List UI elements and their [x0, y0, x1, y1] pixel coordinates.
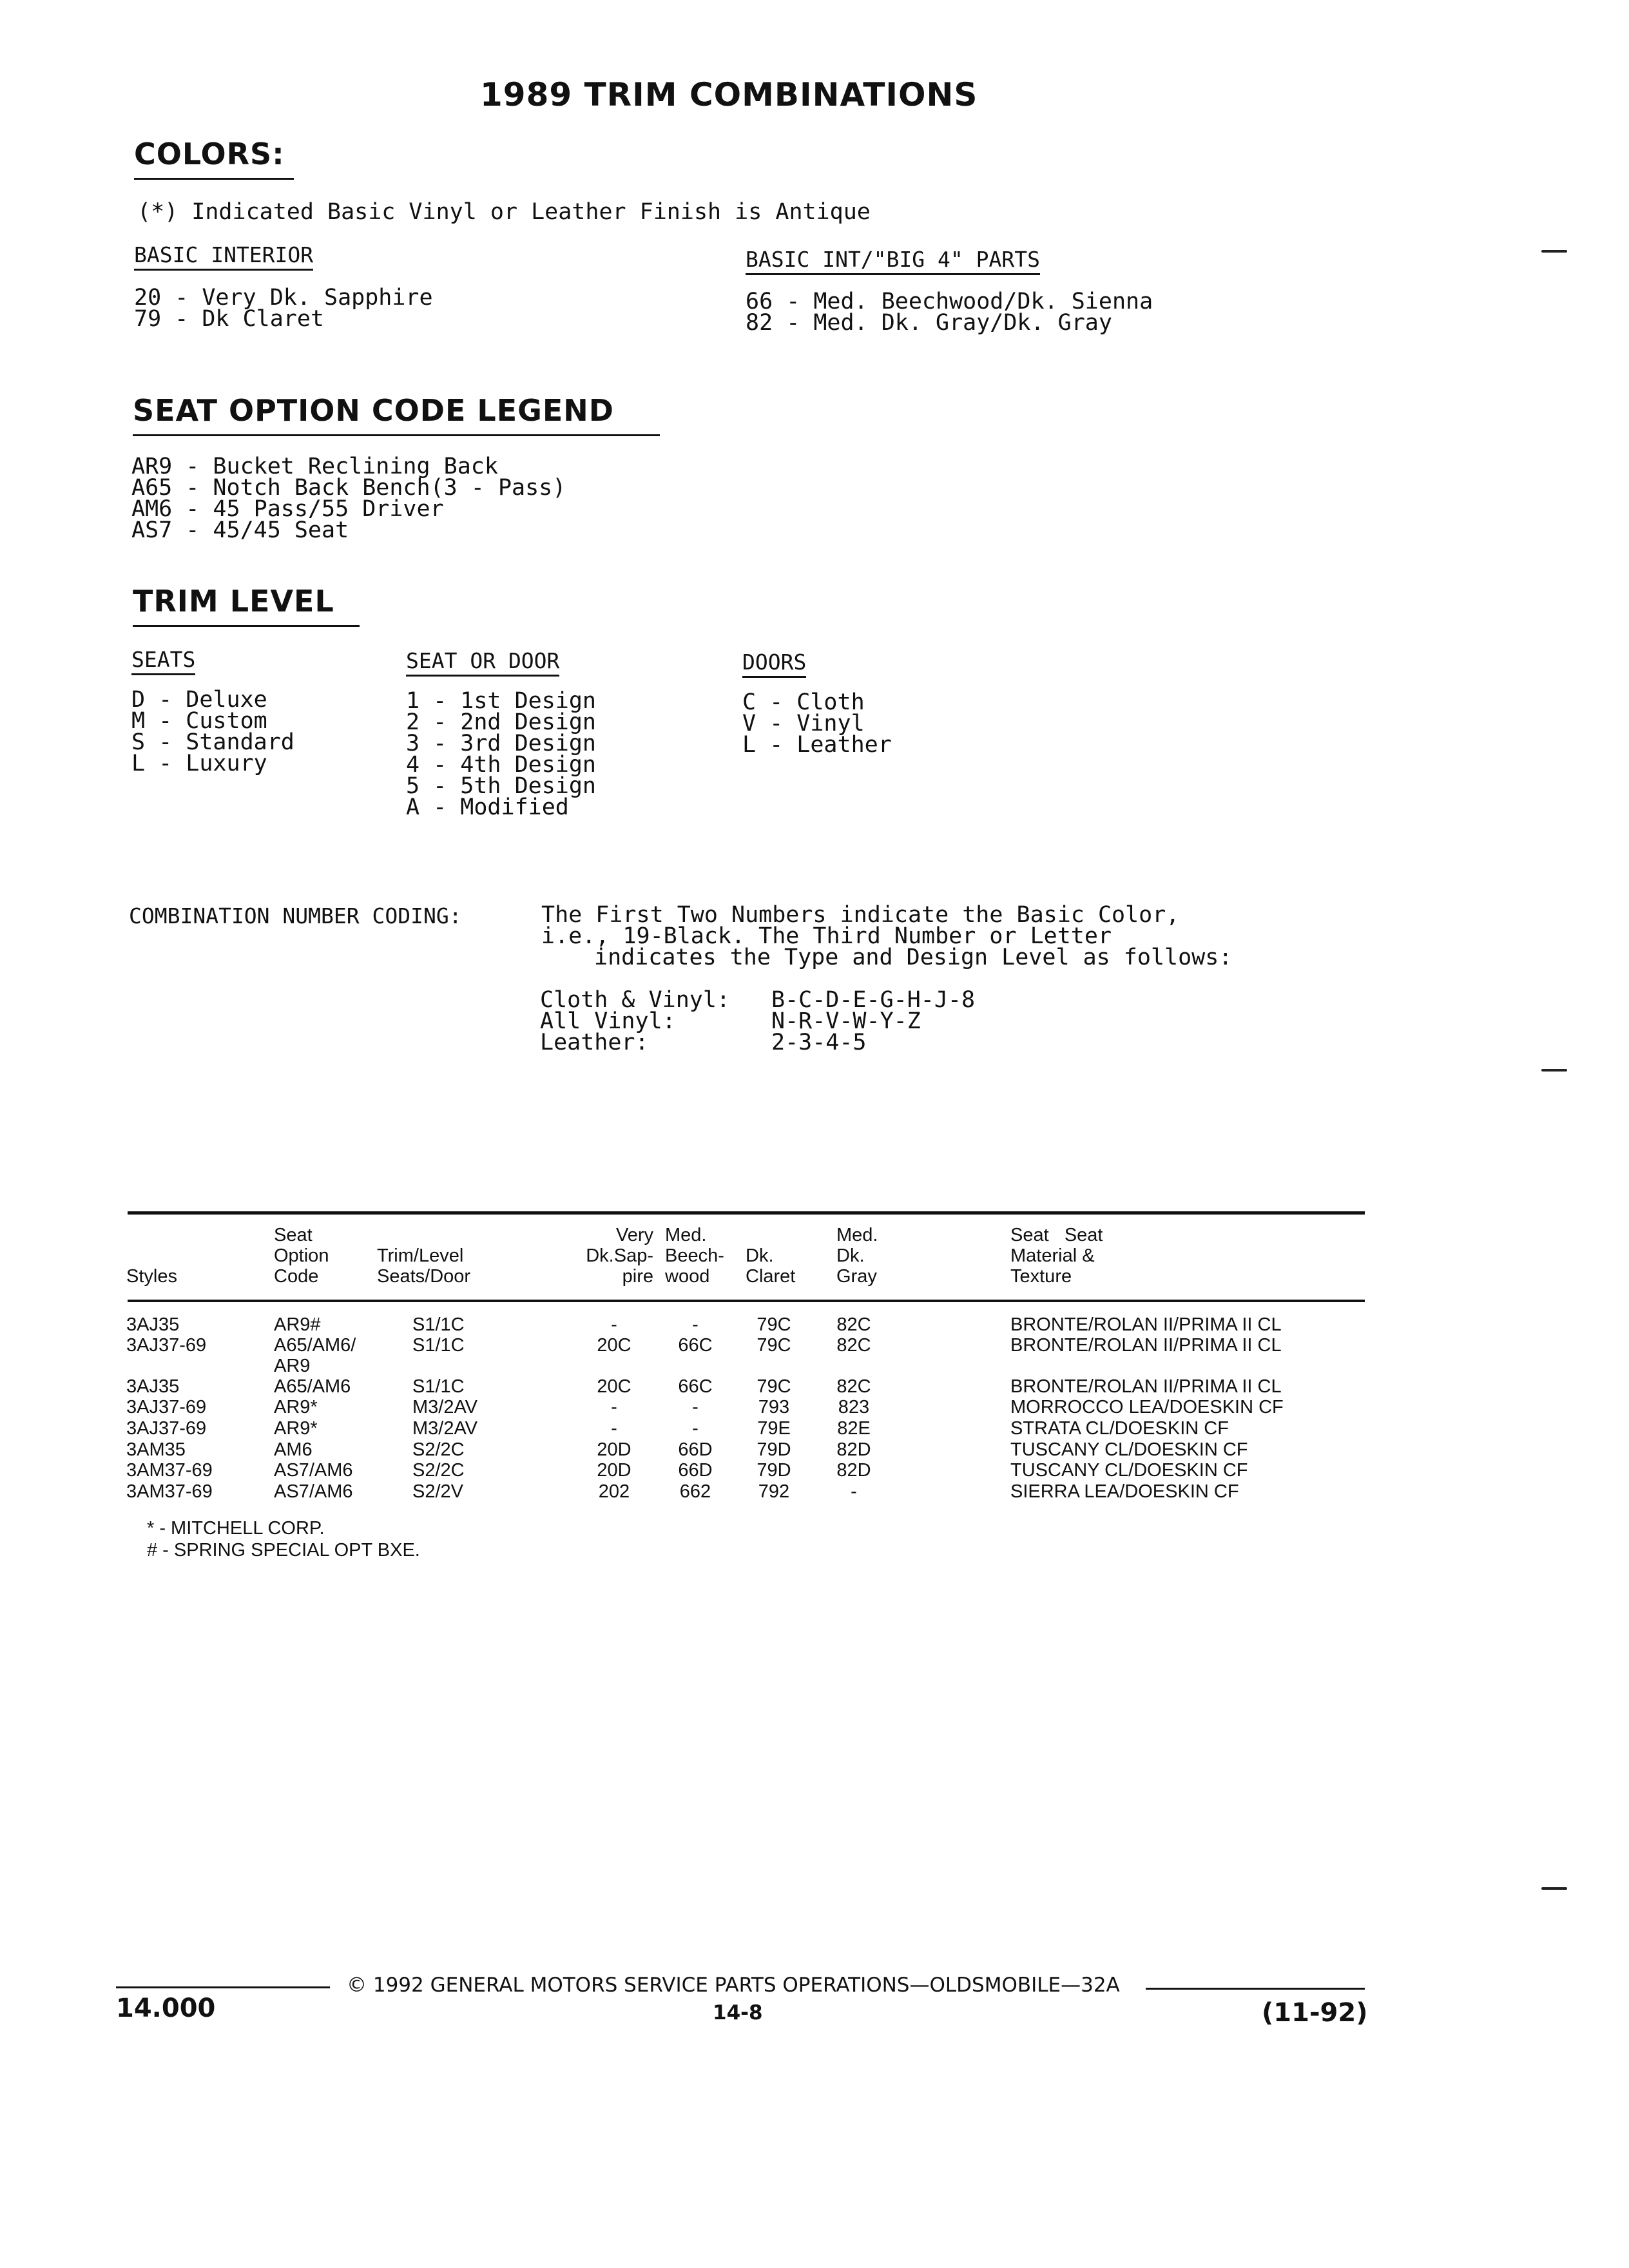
- list-item: D - Deluxe: [131, 687, 267, 713]
- table-cell-trim: S2/2V: [412, 1481, 463, 1502]
- margin-mark: [1541, 1069, 1567, 1072]
- table-cell-claret: 79D: [757, 1460, 791, 1481]
- list-item: S - Standard: [131, 729, 294, 755]
- list-item: 1 - 1st Design: [406, 688, 597, 714]
- table-cell-code: A65/AM6/ AR9: [274, 1335, 356, 1376]
- table-cell-style: 3AJ35: [126, 1314, 180, 1335]
- table-cell-material: STRATA CL/DOESKIN CF: [1010, 1418, 1229, 1439]
- col-header-med-beechwood: Med. Beech- wood: [665, 1225, 724, 1287]
- table-cell-sap: 20C: [597, 1335, 631, 1356]
- margin-mark: [1541, 250, 1567, 253]
- col-header-trim-level: Trim/Level Seats/Door: [377, 1245, 471, 1287]
- table-cell-style: 3AM37-69: [126, 1481, 213, 1502]
- footnote: * - MITCHELL CORP.: [147, 1518, 325, 1539]
- list-item: L - Leather: [742, 732, 892, 758]
- footnote: # - SPRING SPECIAL OPT BXE.: [147, 1540, 420, 1561]
- coding-row-value: 2-3-4-5: [771, 1030, 867, 1055]
- footer-rule-left: [116, 1986, 330, 1988]
- colors-heading: COLORS:: [134, 137, 285, 171]
- table-cell-sap: -: [611, 1397, 617, 1418]
- list-item: 4 - 4th Design: [406, 752, 597, 778]
- table-cell-code: A65/AM6: [274, 1376, 351, 1397]
- table-cell-code: AR9#: [274, 1314, 321, 1335]
- list-item: 3 - 3rd Design: [406, 731, 597, 756]
- table-cell-gray: 82D: [836, 1439, 871, 1460]
- coding-line-3: indicates the Type and Design Level as follows:: [594, 945, 1233, 970]
- footer-page-number: 14-8: [713, 2001, 763, 2024]
- coding-label: COMBINATION NUMBER CODING:: [129, 903, 462, 928]
- list-item: 66 - Med. Beechwood/Dk. Sienna: [746, 289, 1153, 314]
- table-cell-sap: -: [611, 1314, 617, 1335]
- table-cell-code: AM6: [274, 1439, 313, 1460]
- table-cell-material: SIERRA LEA/DOESKIN CF: [1010, 1481, 1239, 1502]
- seats-header: [131, 647, 195, 672]
- col-header-styles: Styles: [126, 1266, 177, 1287]
- list-item: AR9 - Bucket Reclining Back: [131, 454, 498, 479]
- table-cell-gray: 82E: [837, 1418, 871, 1439]
- margin-mark: [1541, 1887, 1567, 1890]
- table-cell-material: BRONTE/ROLAN II/PRIMA II CL: [1010, 1314, 1282, 1335]
- list-item: L - Luxury: [131, 751, 267, 776]
- table-cell-sap: 20C: [597, 1376, 631, 1397]
- table-cell-trim: M3/2AV: [412, 1397, 478, 1418]
- col-header-seat-option: Seat Option Code: [274, 1225, 329, 1287]
- table-cell-beech: -: [692, 1314, 699, 1335]
- table-cell-gray: 82C: [836, 1335, 871, 1356]
- list-item: AM6 - 45 Pass/55 Driver: [131, 496, 444, 522]
- list-item: M - Custom: [131, 708, 267, 734]
- table-cell-sap: 202: [598, 1481, 630, 1502]
- seat-or-door-header: [406, 648, 559, 673]
- trim-level-heading: TRIM LEVEL: [133, 584, 334, 619]
- footer-copyright: © 1992 GENERAL MOTORS SERVICE PARTS OPERATIONS—OLDSMOBILE—32A: [347, 1974, 1120, 1997]
- table-cell-style: 3AM35: [126, 1439, 186, 1460]
- list-item: 2 - 2nd Design: [406, 709, 597, 735]
- table-cell-trim: S1/1C: [412, 1314, 465, 1335]
- colors-note: (*) Indicated Basic Vinyl or Leather Finish is Antique: [137, 199, 871, 225]
- table-cell-claret: 79C: [757, 1376, 791, 1397]
- table-top-rule: [128, 1211, 1365, 1215]
- col-header-dk-claret: Dk. Claret: [746, 1245, 796, 1287]
- coding-row-label: Cloth & Vinyl:: [540, 987, 731, 1013]
- table-header-rule: [128, 1300, 1365, 1302]
- footer-rule-right: [1146, 1988, 1365, 1990]
- table-cell-claret: 793: [758, 1397, 790, 1418]
- colors-heading-rule: [134, 178, 294, 180]
- table-cell-claret: 792: [758, 1481, 790, 1502]
- seat-option-heading: SEAT OPTION CODE LEGEND: [133, 393, 614, 428]
- table-cell-sap: -: [611, 1418, 617, 1439]
- table-cell-gray: 823: [838, 1397, 870, 1418]
- table-cell-beech: -: [692, 1397, 699, 1418]
- trim-level-heading-rule: [133, 625, 360, 627]
- table-cell-gray: 82C: [836, 1376, 871, 1397]
- seats-header-text: SEATS: [131, 647, 195, 675]
- basic-interior-header: [134, 242, 313, 267]
- seat-or-door-header-text: SEAT OR DOOR: [406, 648, 559, 677]
- table-cell-code: AS7/AM6: [274, 1481, 353, 1502]
- seat-option-list: [131, 456, 566, 541]
- coding-row-value: B-C-D-E-G-H-J-8: [771, 987, 976, 1013]
- coding-row-value: N-R-V-W-Y-Z: [771, 1008, 921, 1034]
- table-cell-style: 3AJ35: [126, 1376, 180, 1397]
- coding-row-label: All Vinyl:: [540, 1008, 676, 1034]
- seats-list: [131, 689, 294, 774]
- coding-row-label: Leather:: [540, 1030, 649, 1055]
- footer-section-number: 14.000: [116, 1994, 216, 2023]
- list-item: 82 - Med. Dk. Gray/Dk. Gray: [746, 310, 1112, 336]
- basic-interior-header-text: BASIC INTERIOR: [134, 242, 313, 271]
- table-cell-trim: M3/2AV: [412, 1418, 478, 1439]
- seat-or-door-list: [406, 688, 597, 820]
- table-cell-claret: 79E: [757, 1418, 791, 1439]
- table-cell-code: AS7/AM6: [274, 1460, 353, 1481]
- coding-line-2: i.e., 19-Black. The Third Number or Letter: [541, 923, 1112, 949]
- table-cell-beech: -: [692, 1418, 699, 1439]
- table-cell-trim: S2/2C: [412, 1439, 465, 1460]
- basic-big4-header: [746, 247, 1040, 272]
- table-cell-beech: 66C: [678, 1335, 713, 1356]
- table-cell-material: BRONTE/ROLAN II/PRIMA II CL: [1010, 1335, 1282, 1356]
- table-cell-claret: 79C: [757, 1335, 791, 1356]
- list-item: AS7 - 45/45 Seat: [131, 517, 349, 543]
- table-cell-gray: 82C: [836, 1314, 871, 1335]
- table-cell-gray: -: [851, 1481, 857, 1502]
- basic-big4-list: [746, 291, 1153, 334]
- page-title: 1989 TRIM COMBINATIONS: [480, 76, 978, 113]
- col-header-material: Seat Seat Material & Texture: [1010, 1225, 1103, 1287]
- doors-header: [742, 649, 806, 675]
- list-item: 20 - Very Dk. Sapphire: [134, 285, 433, 311]
- basic-big4-header-text: BASIC INT/"BIG 4" PARTS: [746, 247, 1040, 275]
- table-cell-style: 3AM37-69: [126, 1460, 213, 1481]
- doors-list: [742, 689, 892, 758]
- table-cell-code: AR9*: [274, 1397, 318, 1418]
- table-cell-sap: 20D: [597, 1439, 631, 1460]
- table-cell-style: 3AJ37-69: [126, 1335, 207, 1356]
- table-cell-claret: 79C: [757, 1314, 791, 1335]
- col-header-very-dk-sapphire: Very Dk.Sap- pire: [586, 1225, 653, 1287]
- table-cell-code: AR9*: [274, 1418, 318, 1439]
- table-cell-material: TUSCANY CL/DOESKIN CF: [1010, 1439, 1248, 1460]
- list-item: A65 - Notch Back Bench(3 - Pass): [131, 475, 566, 501]
- table-cell-claret: 79D: [757, 1439, 791, 1460]
- table-cell-material: MORROCCO LEA/DOESKIN CF: [1010, 1397, 1284, 1418]
- table-cell-trim: S2/2C: [412, 1460, 465, 1481]
- basic-interior-list: [134, 287, 433, 330]
- table-cell-trim: S1/1C: [412, 1376, 465, 1397]
- table-cell-gray: 82D: [836, 1460, 871, 1481]
- list-item: A - Modified: [406, 794, 569, 820]
- list-item: V - Vinyl: [742, 711, 865, 736]
- doors-header-text: DOORS: [742, 649, 806, 678]
- table-cell-beech: 66D: [678, 1439, 713, 1460]
- table-cell-beech: 66D: [678, 1460, 713, 1481]
- col-header-med-dk-gray: Med. Dk. Gray: [836, 1225, 878, 1287]
- list-item: 79 - Dk Claret: [134, 306, 325, 332]
- footer-date: (11-92): [1262, 1998, 1368, 2028]
- seat-option-heading-rule: [133, 434, 660, 436]
- table-cell-beech: 662: [679, 1481, 711, 1502]
- table-cell-beech: 66C: [678, 1376, 713, 1397]
- list-item: C - Cloth: [742, 689, 865, 715]
- table-cell-trim: S1/1C: [412, 1335, 465, 1356]
- table-cell-style: 3AJ37-69: [126, 1418, 207, 1439]
- list-item: 5 - 5th Design: [406, 773, 597, 799]
- table-cell-material: TUSCANY CL/DOESKIN CF: [1010, 1460, 1248, 1481]
- table-cell-sap: 20D: [597, 1460, 631, 1481]
- table-cell-material: BRONTE/ROLAN II/PRIMA II CL: [1010, 1376, 1282, 1397]
- coding-line-1: The First Two Numbers indicate the Basic Color,: [541, 902, 1180, 928]
- table-cell-style: 3AJ37-69: [126, 1397, 207, 1418]
